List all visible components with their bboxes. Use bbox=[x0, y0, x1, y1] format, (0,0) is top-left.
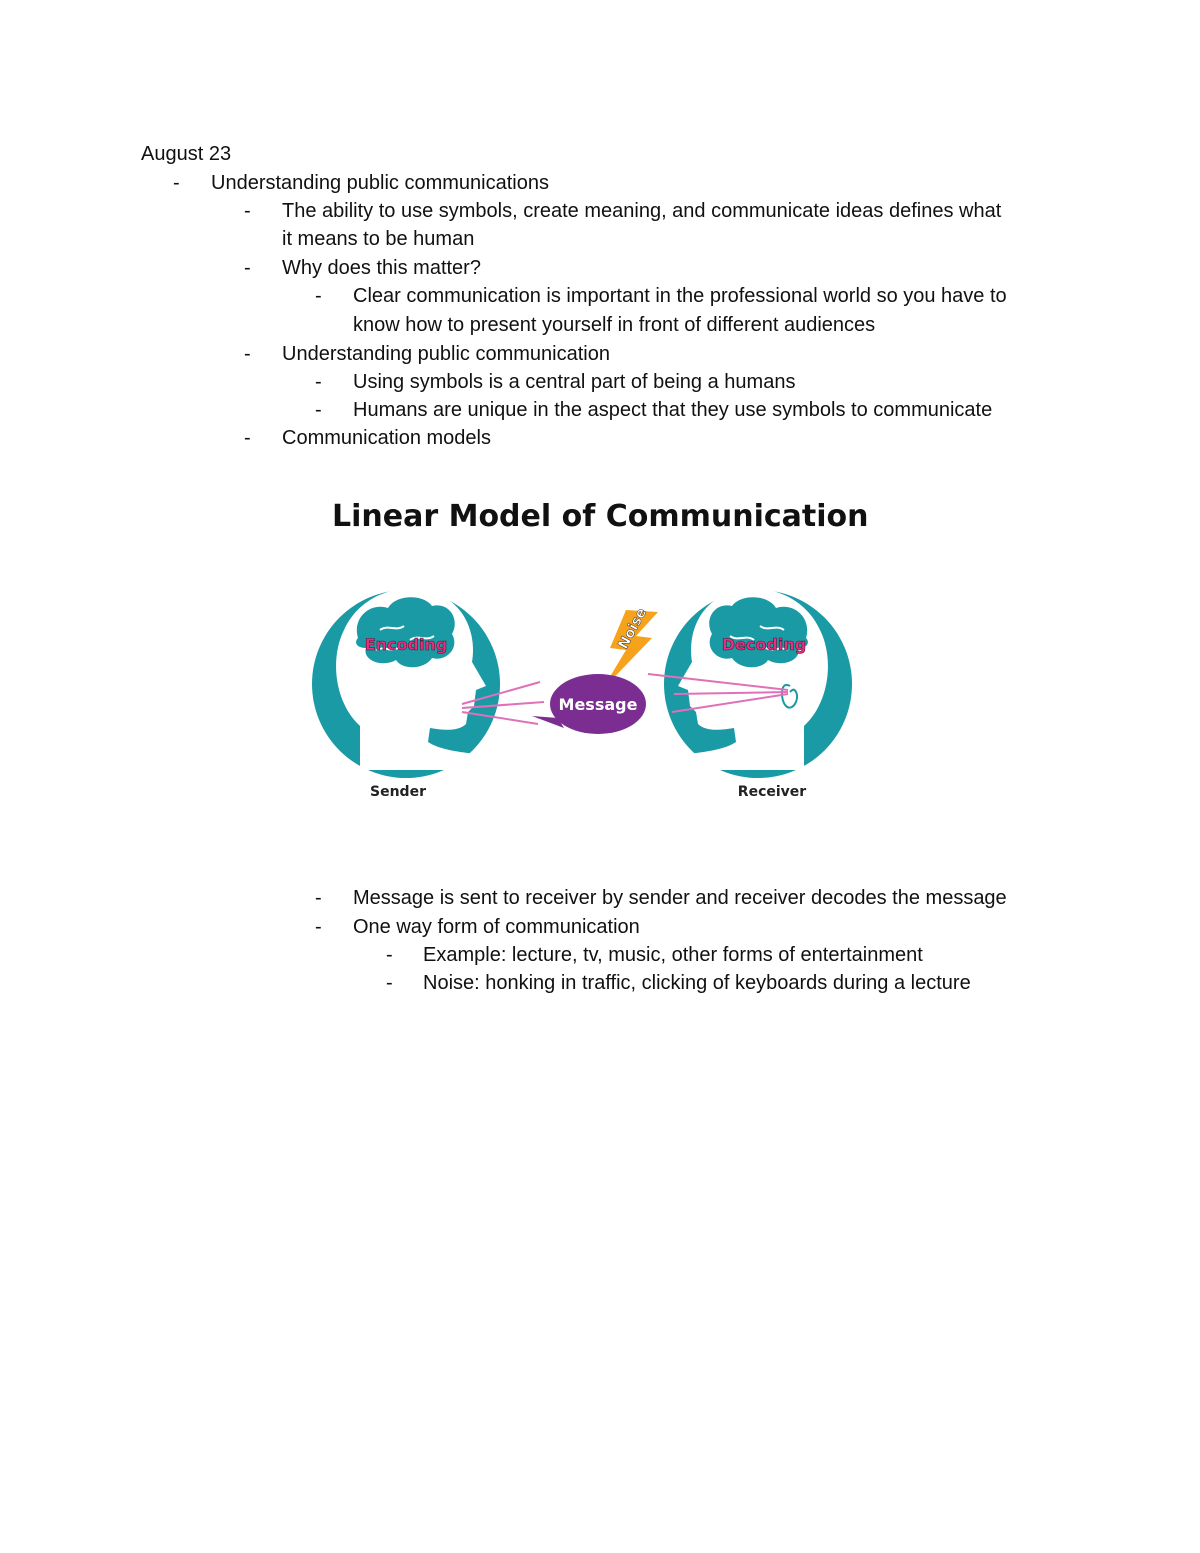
list-item: Noise: honking in traffic, clicking of keyboards during a lecture bbox=[423, 972, 971, 994]
diagram-title: Linear Model of Communication bbox=[332, 499, 869, 534]
encoding-label: Encoding bbox=[364, 635, 448, 654]
list-item: Example: lecture, tv, music, other forms of entertainment bbox=[423, 944, 923, 966]
bullet-dash: - bbox=[315, 887, 322, 909]
list-item: Understanding public communication bbox=[282, 343, 610, 365]
list-item: Why does this matter? bbox=[282, 257, 481, 279]
date-heading: August 23 bbox=[141, 143, 232, 165]
list-item: Communication models bbox=[282, 427, 491, 449]
bullet-dash: - bbox=[315, 399, 322, 421]
bullet-dash: - bbox=[315, 916, 322, 938]
bullet-dash: - bbox=[173, 172, 180, 194]
list-item: Message is sent to receiver by sender and receiver decodes the message bbox=[353, 887, 1007, 909]
bullet-dash: - bbox=[244, 427, 251, 449]
bullet-dash: - bbox=[244, 343, 251, 365]
sender-label: Sender bbox=[370, 784, 426, 800]
bullet-dash: - bbox=[315, 371, 322, 393]
list-item: Using symbols is a central part of being a humans bbox=[353, 371, 796, 393]
diagram-svg bbox=[300, 480, 900, 820]
bullet-dash: - bbox=[386, 972, 393, 994]
noise-label: Noise bbox=[615, 605, 651, 652]
list-item: Humans are unique in the aspect that they use symbols to communicate bbox=[353, 399, 993, 421]
bullet-dash: - bbox=[244, 200, 251, 222]
decoding-label: Decoding bbox=[721, 635, 807, 654]
linear-model-diagram bbox=[300, 480, 900, 820]
list-item: One way form of communication bbox=[353, 916, 640, 938]
bullet-dash: - bbox=[244, 257, 251, 279]
list-item-continuation: it means to be human bbox=[282, 228, 475, 250]
list-item: Clear communication is important in the professional world so you have to bbox=[353, 285, 1007, 307]
bullet-dash: - bbox=[315, 285, 322, 307]
message-label: Message bbox=[558, 695, 638, 714]
bullet-dash: - bbox=[386, 944, 393, 966]
list-item-continuation: know how to present yourself in front of different audiences bbox=[353, 314, 876, 336]
list-item: The ability to use symbols, create meaning, and communicate ideas defines what bbox=[282, 200, 1002, 222]
receiver-label: Receiver bbox=[737, 784, 807, 800]
list-item: Understanding public communications bbox=[211, 172, 549, 194]
